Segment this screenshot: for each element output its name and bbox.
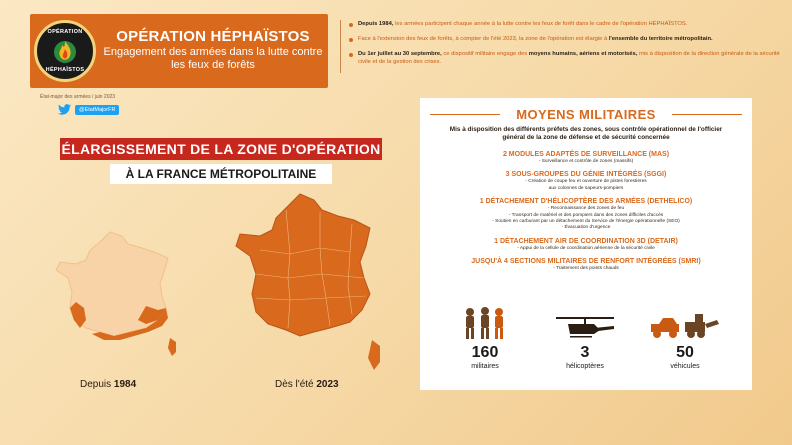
stat-helicopters: [540, 306, 630, 370]
stat-label: véhicules: [670, 363, 700, 370]
means-item: [434, 237, 738, 252]
bullet-item: [349, 50, 780, 66]
stat-vehicles: [640, 306, 730, 370]
panel-intro: Mis à disposition des différents préfets des zones, sous contrôle opérationnel de l'officier général de la zone de défense et de sécurité concernée: [449, 126, 723, 141]
vehicles-icon: [640, 306, 730, 340]
caption-year: 1984: [113, 379, 137, 390]
means-item: [434, 197, 738, 232]
operation-logo: [34, 20, 96, 82]
means-line: - Reconnaissance des zones de feu: [547, 206, 625, 212]
soldiers-icon: [440, 306, 530, 340]
bullet-text: ce dispositif militaire engage des: [441, 51, 529, 57]
means-line: - Soutien en carburant par un détachement du Service de l'énergie opérationnelle (SEO): [492, 219, 680, 225]
bullet-lead: Du 1er juillet au 30 septembre,: [358, 51, 442, 57]
bullet-item: [349, 20, 780, 28]
means-title: JUSQU'À 4 SECTIONS MILITAIRES DE RENFORT INTÉGRÉES (SMRI): [471, 258, 701, 266]
means-item: [434, 170, 738, 192]
means-item: [434, 150, 738, 165]
zone-subtitle: À LA FRANCE MÉTROPOLITAINE: [110, 164, 332, 184]
bullet-text: Face à l'extension des feux de forêts, à compter de l'été 2023, la zone de l'opération est élargie à: [358, 36, 609, 42]
page-subtitle: Engagement des armées dans la lutte contre les feux de forêts: [103, 46, 323, 71]
stat-value: 3: [580, 344, 590, 361]
bullet-tail: l'ensemble du territoire métropolitain.: [608, 36, 713, 42]
header-banner: [30, 14, 328, 88]
bullet-lead: Depuis 1984,: [358, 21, 394, 27]
stat-label: militaires: [471, 363, 499, 370]
map-caption-1984: [80, 379, 136, 390]
stats-row: [440, 306, 732, 386]
caption-prefix: Depuis: [80, 379, 114, 390]
logo-ring-bottom: HÉPHAÏSTOS: [45, 67, 85, 73]
means-title: 3 SOUS-GROUPES DU GÉNIE INTÉGRÉS (SGGI): [505, 171, 667, 179]
means-title: 1 DÉTACHEMENT D'HÉLICOPTÈRE DES ARMÉES (DETHELICO): [479, 198, 693, 206]
france-map-2023: [230, 190, 390, 375]
france-map-1984: [50, 228, 185, 358]
bullet-item: [349, 35, 780, 43]
zone-title-banner: ÉLARGISSEMENT DE LA ZONE D'OPÉRATION: [60, 138, 382, 160]
means-line: - Traitement des points chauds: [553, 266, 619, 272]
page-title: OPÉRATION HÉPHAÏSTOS: [116, 28, 310, 45]
source-credit: État-major des armées / juin 2023: [40, 94, 116, 100]
means-line: - Surveillance et contrôle de zones (massifs): [538, 159, 634, 164]
intro-bullets: [340, 20, 780, 73]
means-line: - Transport de matériel et des pompiers dans des zones difficiles d'accès: [508, 212, 664, 218]
means-item: [434, 257, 738, 272]
stat-value: 160: [471, 344, 499, 361]
military-means-panel: [420, 98, 752, 390]
means-line: - Création de coupe feu et ouverture de pistes forestières: [525, 179, 647, 185]
means-title: 1 DÉTACHEMENT AIR DE COORDINATION 3D (DETAIR): [494, 237, 678, 245]
twitter-link[interactable]: [58, 104, 119, 115]
means-list: [434, 150, 738, 278]
helicopter-icon: [540, 306, 630, 340]
caption-year: 2023: [316, 379, 339, 390]
panel-title: MOYENS MILITAIRES: [426, 107, 746, 122]
bullet-text: les armées participent chaque année à la lutte contre les feux de forêt dans le cadre de l'opération HÉPHAÏSTOS.: [393, 21, 688, 27]
flame-icon: [49, 35, 81, 67]
logo-ring-top: OPÉRATION: [47, 29, 83, 35]
bullet-mid: moyens humains, aériens et motorisés,: [528, 51, 638, 57]
stat-value: 50: [676, 344, 694, 361]
means-line: aux colonnes de sapeurs-pompiers: [548, 185, 624, 191]
caption-prefix: Dès l'été: [275, 379, 317, 390]
twitter-bird-icon: [58, 104, 71, 115]
means-line: - Appui de la cellule de coordination aérienne de la sécurité civile: [517, 245, 655, 251]
bullet-text: mis à disposition de la direction générale de la sécurité civile et de la gestion des crises.: [358, 51, 780, 65]
map-caption-2023: [275, 379, 339, 390]
twitter-handle: @EtatMajorFR: [75, 105, 119, 115]
means-title: 2 MODULES ADAPTÉS DE SURVEILLANCE (MAS): [502, 151, 670, 158]
means-line: - Évacuation d'urgence: [561, 225, 611, 231]
stat-label: hélicoptères: [566, 363, 604, 370]
stat-soldiers: [440, 306, 530, 370]
